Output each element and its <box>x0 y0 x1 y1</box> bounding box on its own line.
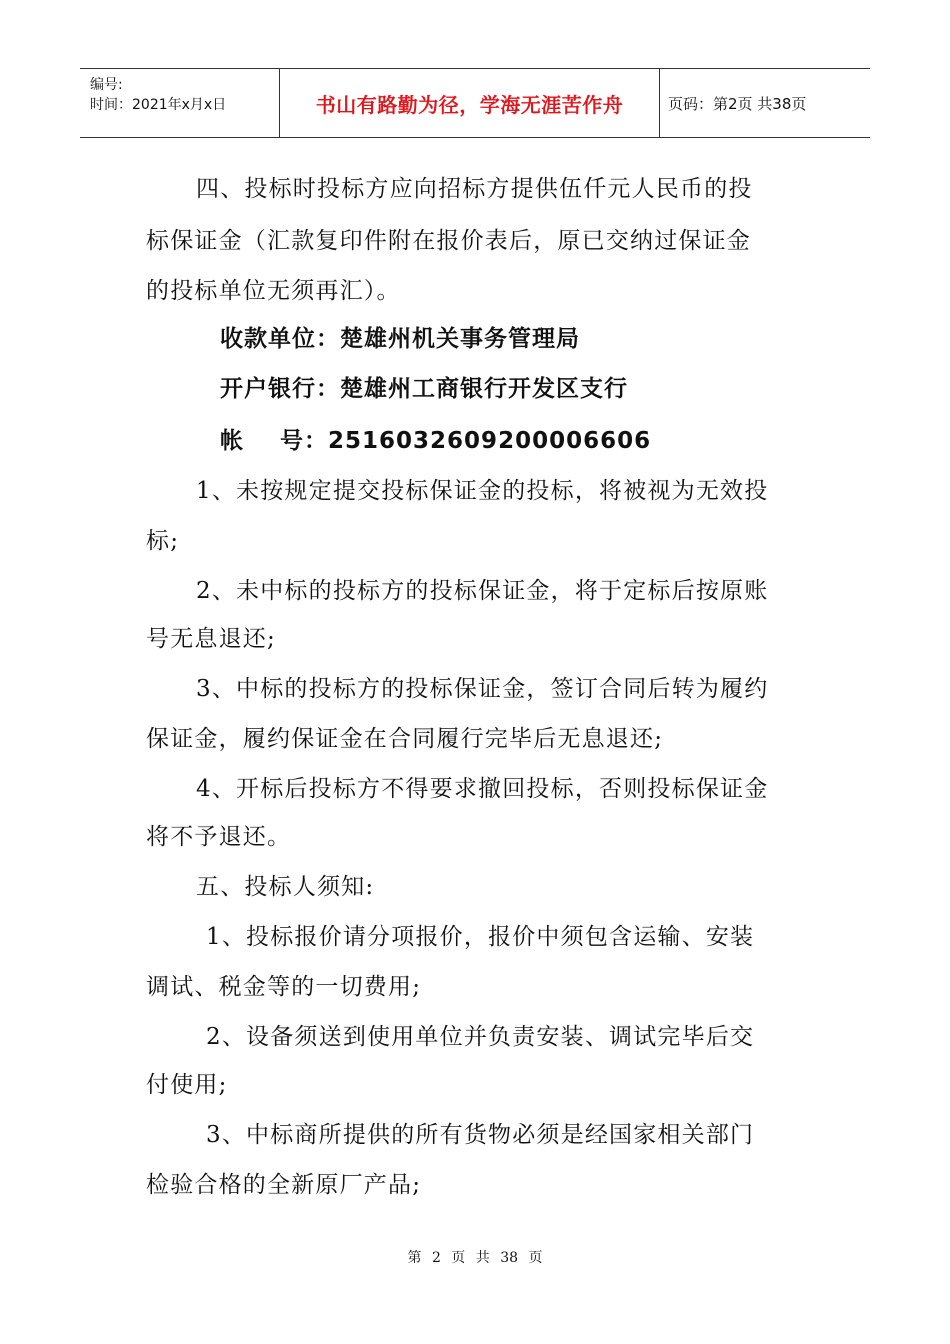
header-motto-cell <box>280 69 660 137</box>
section4-line2: 标保证金（汇款复印件附在报价表后，原已交纳过保证金 <box>146 228 751 254</box>
header-meta <box>80 69 280 137</box>
bank-line: 开户银行：楚雄州工商银行开发区支行 <box>220 376 628 402</box>
section4-line3: 的投标单位无须再汇）。 <box>146 278 401 304</box>
item4-line1: 4、开标后投标方不得要求撤回投标，否则投标保证金 <box>196 776 769 802</box>
notice2-line2: 付使用; <box>146 1072 228 1098</box>
page-info-text: 页码：第2页 共38页 <box>668 94 807 113</box>
notice3-line1: 3、中标商所提供的所有货物必须是经国家相关部门 <box>206 1122 755 1148</box>
item4-line2: 将不予退还。 <box>146 824 292 850</box>
motto-text: 书山有路勤为径，学海无涯苦作舟 <box>315 92 624 117</box>
time-label: 时间：2021年x月x日 <box>90 97 227 113</box>
item2-line1: 2、未中标的投标方的投标保证金，将于定标后按原账 <box>196 578 769 604</box>
item3-line2: 保证金，履约保证金在合同履行完毕后无息退还; <box>146 726 664 752</box>
notice3-line2: 检验合格的全新原厂产品; <box>146 1172 422 1198</box>
section5-title: 五、投标人须知: <box>196 874 375 900</box>
account-line: 帐 号：2516032609200006606 <box>220 428 652 454</box>
notice1-line2: 调试、税金等的一切费用; <box>146 974 422 1000</box>
header-page-info <box>660 69 870 137</box>
item1-line1: 1、未按规定提交投标保证金的投标，将被视为无效投 <box>196 478 769 504</box>
page-header <box>80 68 870 138</box>
page-footer: 第 2 页 共 38 页 <box>407 1250 543 1266</box>
notice2-line1: 2、设备须送到使用单位并负责安装、调试完毕后交 <box>206 1024 755 1050</box>
number-label: 编号: <box>90 77 123 93</box>
item3-line1: 3、中标的投标方的投标保证金，签订合同后转为履约 <box>196 676 769 702</box>
item1-line2: 标; <box>146 528 180 554</box>
payee-line: 收款单位：楚雄州机关事务管理局 <box>220 326 580 352</box>
section4-line1: 四、投标时投标方应向招标方提供伍仟元人民币的投 <box>196 176 753 202</box>
notice1-line1: 1、投标报价请分项报价，报价中须包含运输、安装 <box>206 924 755 950</box>
item2-line2: 号无息退还; <box>146 626 276 652</box>
